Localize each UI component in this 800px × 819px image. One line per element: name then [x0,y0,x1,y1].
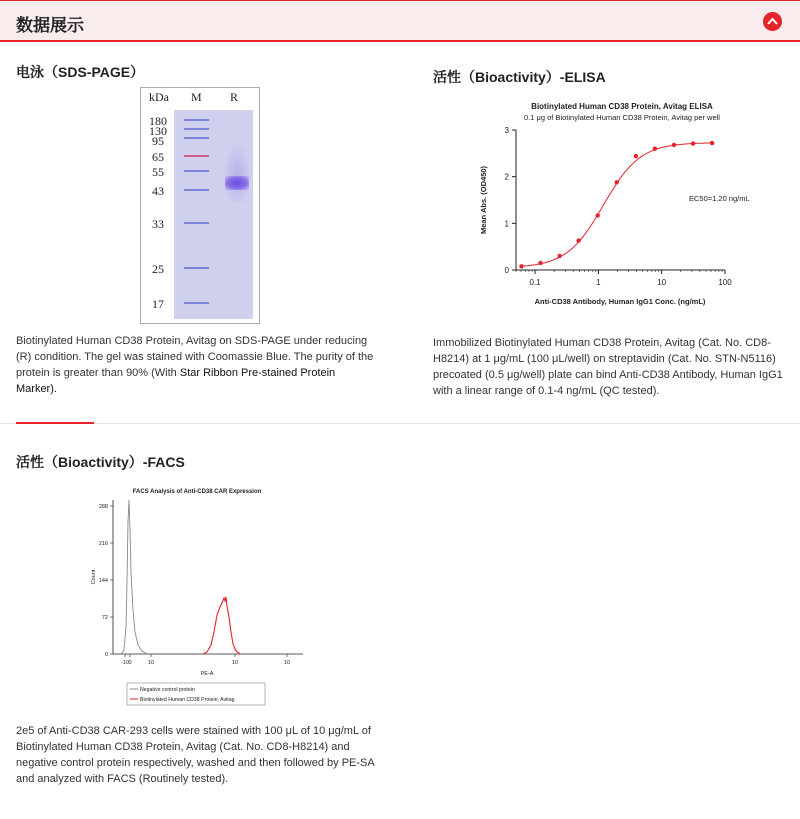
gel-marker-label: 33 [152,217,164,231]
gel-marker-band [184,222,209,224]
elisa-y-tick-label: 2 [504,172,509,182]
elisa-data-point [576,238,580,242]
elisa-data-point [672,143,676,147]
gel-marker-band [184,119,209,121]
elisa-y-axis-label: Mean Abs. (OD450) [479,165,488,235]
elisa-data-point [691,141,695,145]
elisa-fit-curve [521,143,712,266]
facs-chart-title: FACS Analysis of Anti-CD38 CAR Expression [132,489,262,495]
legend-label-negative: Negative control protein [140,687,195,693]
elisa-data-point [596,213,600,217]
facs-x-tick-label: 0 [128,660,132,666]
desc-line [16,365,391,381]
gel-lane-m-label: M [191,90,202,104]
desc-line: Biotinylated Human CD38 Protein, Avitag (Cat. No. CD8-H8214) and [16,741,350,753]
gel-marker-label: 180 [149,114,167,128]
elisa-x-tick-label: 10 [657,278,667,287]
elisa-chart-subtitle: 0.1 μg of Biotinylated Human CD38 Protein, Avitag per well [524,113,720,122]
facs-x-tick-label: -10 [121,660,129,666]
facs-y-tick-label: 0 [104,652,108,658]
gel-marker-label: 65 [152,150,164,164]
gel-marker-band [184,170,209,172]
gel-marker-band [184,155,209,157]
gel-marker-label: 95 [152,134,164,148]
elisa-data-point [710,141,714,145]
elisa-chart [470,95,770,315]
facs-x-tick-label: 10 [283,660,291,666]
marker-link-text: Star Ribbon Pre-stained Protein [176,367,336,379]
gel-marker-label: 43 [152,184,164,198]
facs-y-tick-label: 216 [98,541,108,547]
desc-line: with a linear range of 0.1-4 ng/mL (QC tested). [433,385,660,397]
elisa-x-tick-label: 1 [596,278,601,287]
elisa-y-tick-label: 0 [504,266,509,275]
facs-negative-control-histogram [121,500,147,654]
elisa-data-point [634,154,638,158]
elisa-chart-title: Biotinylated Human CD38 Protein, Avitag ELISA [531,102,713,111]
sds-page-description [16,333,391,397]
desc-line: and analyzed with FACS (Routinely tested). [16,773,229,785]
desc-line: precoated (0.5 μg/well) plate can bind Anti-CD38 Antibody, Human IgG1 [433,369,783,381]
gel-marker-band [184,267,209,269]
elisa-data-point [519,264,523,268]
elisa-data-point [538,261,542,265]
gel-marker-label: 17 [152,297,164,311]
facs-y-tick-label: 72 [101,615,108,621]
gel-body [174,110,253,319]
section-divider-accent [16,422,94,424]
gel-kda-label: kDa [149,90,169,104]
facs-chart [85,482,310,712]
facs-x-tick-label: 10 [147,660,155,666]
elisa-title: 活性（Bioactivity）-ELISA [433,69,606,85]
facs-sample-histogram [203,597,240,654]
collapse-button[interactable] [763,12,782,31]
elisa-y-tick-label: 3 [504,126,509,135]
elisa-x-axis-label: Anti-CD38 Antibody, Human IgG1 Conc. (ng/mL) [534,297,706,306]
sds-page-title: 电泳（SDS-PAGE） [16,64,145,80]
gel-marker-band [184,128,209,130]
facs-title: 活性（Bioactivity）-FACS [16,454,185,470]
desc-line: 2e5 of Anti-CD38 CAR-293 cells were stained with 100 μL of 10 μg/mL of [16,725,371,737]
elisa-data-point [615,180,619,184]
gel-sample-smear [223,143,251,203]
elisa-data-point [557,254,561,258]
gel-marker-label: 55 [152,165,164,179]
section-divider [0,423,800,424]
gel-marker-label: 25 [152,262,164,276]
elisa-description [433,335,798,399]
gel-marker-band [184,302,209,304]
legend-label-sample: Biotinylated Human CD38 Protein, Avitag [140,697,235,703]
desc-line: Biotinylated Human CD38 Protein, Avitag on SDS-PAGE under reducing [16,335,368,347]
desc-line: negative control protein respectively, washed and then followed by PE-SA [16,757,375,769]
desc-line: Immobilized Biotinylated Human CD38 Protein, Avitag (Cat. No. CD8- [433,337,771,349]
facs-x-axis-label: PE-A [200,671,214,677]
desc-line: (R) condition. The gel was stained with Coomassie Blue. The purity of the [16,351,374,363]
facs-y-axis-label: Count [91,569,97,585]
section-title: 数据展示 [16,16,84,35]
gel-marker-label: 130 [149,124,167,138]
elisa-x-tick-label: 100 [718,278,732,287]
elisa-ec50-annotation: EC50=1.20 ng/mL [689,194,750,203]
facs-y-tick-label: 144 [98,578,108,584]
gel-sample-band [225,176,249,190]
elisa-y-tick-label: 1 [504,219,509,229]
chevron-up-icon [767,17,778,25]
section-header [0,0,800,42]
sds-page-gel-image [140,87,260,324]
elisa-x-tick-label: 0.1 [529,278,541,287]
desc-line: H8214) at 1 μg/mL (100 μL/well) on streptavidin (Cat. No. STN-N5116) [433,353,776,365]
facs-x-tick-label: 10 [231,660,239,666]
facs-description [16,723,396,787]
desc-line: Marker). [16,383,57,395]
desc-text: protein is greater than 90% (With [16,367,177,379]
facs-y-tick-label: 288 [98,504,108,510]
gel-marker-band [184,137,209,139]
elisa-data-point [653,146,657,150]
gel-marker-band [184,189,209,191]
gel-lane-r-label: R [230,90,239,104]
